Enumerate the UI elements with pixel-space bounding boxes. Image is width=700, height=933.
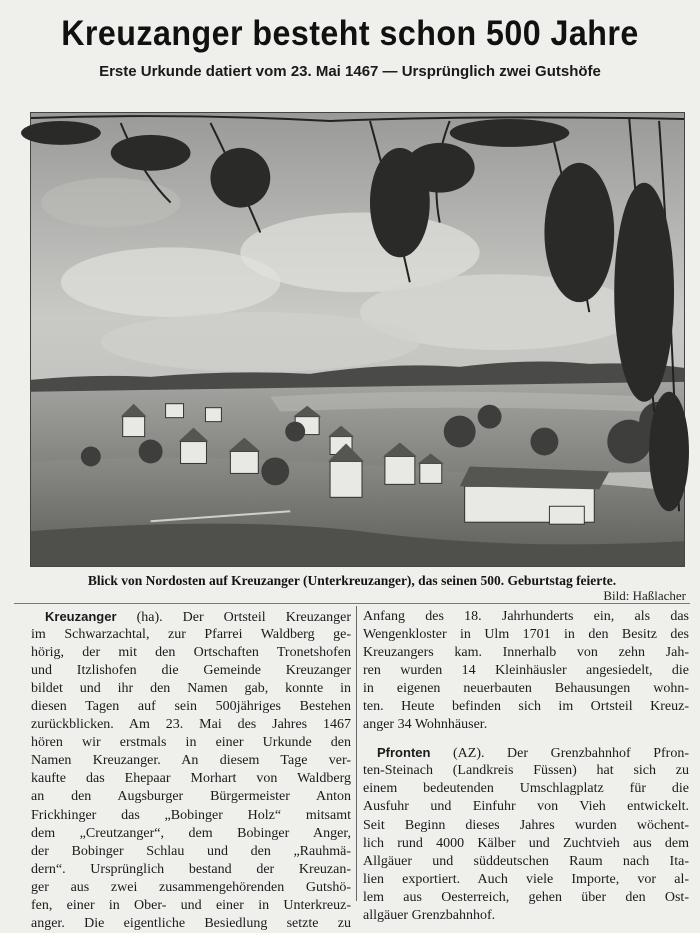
text-line-content: Allgäuer und süddeutschen Raum nach Ita- bbox=[363, 853, 689, 869]
text-line bbox=[363, 835, 689, 853]
text-line-content: ten. Heute befinden sich im Ortsteil Kreuz- bbox=[363, 699, 689, 715]
text-line-content: Wengenkloster in Ulm 1701 in den Besitz des bbox=[363, 627, 689, 643]
text-line-content: bildet und ihr den Namen gab, konnte in bbox=[31, 681, 351, 697]
text-line bbox=[363, 608, 689, 626]
text-line-content: der Bobinger Schlau und den „Rauhmä- bbox=[31, 843, 351, 859]
text-line-content: fen, einer in Ober- und einer in Unterkreuz- bbox=[31, 897, 351, 913]
text-line-content: Seit Beginn dieses Jahres wurden wöchent- bbox=[363, 817, 689, 833]
text-line-content: (ha). Der Ortsteil Kreuzanger bbox=[116, 610, 351, 625]
village-photo bbox=[30, 112, 685, 567]
column-top-rule bbox=[14, 603, 690, 604]
dateline-place: Kreuzanger bbox=[45, 609, 117, 624]
text-line bbox=[31, 843, 351, 861]
headline: Kreuzanger besteht schon 500 Jahre bbox=[61, 14, 639, 53]
photo-caption: Blick von Nordosten auf Kreuzanger (Unterkreuzanger), das seinen 500. Geburtstag feierte. bbox=[87, 573, 617, 588]
text-line bbox=[31, 879, 351, 897]
text-line-content: lich rund 4000 Kälber und Zuchtvieh aus dem bbox=[363, 835, 689, 851]
text-line bbox=[31, 716, 351, 734]
text-line bbox=[31, 698, 351, 716]
text-line bbox=[363, 853, 689, 871]
text-line bbox=[363, 662, 689, 680]
text-line bbox=[31, 788, 351, 806]
village-landscape-image bbox=[31, 113, 684, 566]
photo-credit: Bild: Haßlacher bbox=[603, 588, 686, 603]
text-line-content: lien exportiert. Auch viele Importe, vor al- bbox=[363, 871, 689, 887]
text-line bbox=[31, 626, 351, 644]
text-line-content: Namen Kreuzanger. An diesem Tage ver- bbox=[31, 753, 351, 769]
text-line bbox=[363, 626, 689, 644]
column-divider bbox=[356, 606, 357, 901]
text-line-content: (AZ). Der Grenzbahnhof Pfron- bbox=[430, 746, 689, 762]
text-line-content: einem bedeutenden Umschlagplatz für die bbox=[363, 781, 689, 797]
text-line bbox=[363, 698, 689, 716]
subheadline: Erste Urkunde datiert vom 23. Mai 1467 — Ursprünglich zwei Gutshöfe bbox=[99, 63, 601, 80]
text-line-content: zurückblicken. Am 23. Mai des Jahres 1467 bbox=[31, 717, 351, 733]
text-line bbox=[31, 608, 351, 626]
paragraph-gap bbox=[363, 734, 689, 744]
text-line-content: lem aus Oesterreich, gehen über den Ost- bbox=[363, 889, 689, 905]
text-line bbox=[31, 825, 351, 843]
text-line-content: kaufte das Ehepaar Morhart von Waldberg bbox=[31, 771, 351, 787]
text-line bbox=[363, 889, 689, 907]
text-line bbox=[363, 744, 689, 762]
text-line-content: diesen Tagen auf sein 500jähriges Bestehen bbox=[31, 699, 351, 715]
text-line bbox=[31, 807, 351, 825]
dateline-place: Pfronten bbox=[377, 745, 431, 761]
text-line bbox=[31, 770, 351, 788]
text-line bbox=[363, 644, 689, 662]
text-line-content: an den Augsburger Bürgermeister Anton bbox=[31, 789, 351, 805]
text-line bbox=[31, 734, 351, 752]
text-line-content: anger. Die eigentliche Besiedlung setzte zu bbox=[31, 915, 351, 931]
text-line-content: ger aus zwei zusammengehörenden Gutshö- bbox=[31, 879, 351, 895]
text-line bbox=[31, 662, 351, 680]
text-line bbox=[363, 680, 689, 698]
text-line-content: Ausfuhr und Einfuhr von Vieh entwickelt. bbox=[363, 799, 689, 815]
text-line-content: anger 34 Wohnhäuser. bbox=[363, 717, 488, 733]
text-line-content: dern“. Ursprünglich bestand der Kreuzan- bbox=[31, 861, 351, 877]
text-line bbox=[363, 817, 689, 835]
text-line bbox=[363, 798, 689, 816]
text-line-content: allgäuer Grenzbahnhof. bbox=[363, 907, 496, 923]
text-line-content: ren wurden 14 Kleinhäusler angesiedelt, die bbox=[363, 663, 689, 679]
text-line bbox=[363, 762, 689, 780]
article-column-left bbox=[31, 608, 351, 933]
text-line bbox=[363, 716, 689, 734]
text-line-content: Kreuzangers kam. Innerhalb von zehn Jah- bbox=[363, 645, 689, 661]
text-line-content: im Schwarzachtal, zur Pfarrei Waldberg ge- bbox=[31, 627, 351, 643]
text-line bbox=[31, 644, 351, 662]
text-line-content: Anfang des 18. Jahrhunderts ein, als das bbox=[363, 609, 689, 624]
text-line-content: hörig, der mit den Ortschaften Tronetshofen bbox=[31, 645, 351, 661]
text-line bbox=[31, 680, 351, 698]
article-column-right bbox=[363, 608, 689, 925]
text-line-content: in eigenen neuerbauten Behausungen wohn- bbox=[363, 681, 689, 697]
text-line bbox=[31, 915, 351, 933]
text-line bbox=[31, 897, 351, 915]
text-line bbox=[363, 907, 689, 925]
text-line-content: dem „Creutzanger“, dem Bobinger Anger, bbox=[31, 825, 351, 841]
text-line bbox=[31, 861, 351, 879]
text-line bbox=[363, 871, 689, 889]
text-line-content: Frickhinger das „Bobinger Holz“ mitsamt bbox=[31, 807, 351, 823]
text-line-content: ten-Steinach (Landkreis Füssen) hat sich zu bbox=[363, 763, 689, 779]
text-line-content: und Itzlishofen die Gemeinde Kreuzanger bbox=[31, 663, 351, 679]
text-line bbox=[363, 780, 689, 798]
text-line bbox=[31, 752, 351, 770]
text-line-content: hören wir erstmals in einer Urkunde den bbox=[31, 735, 351, 751]
